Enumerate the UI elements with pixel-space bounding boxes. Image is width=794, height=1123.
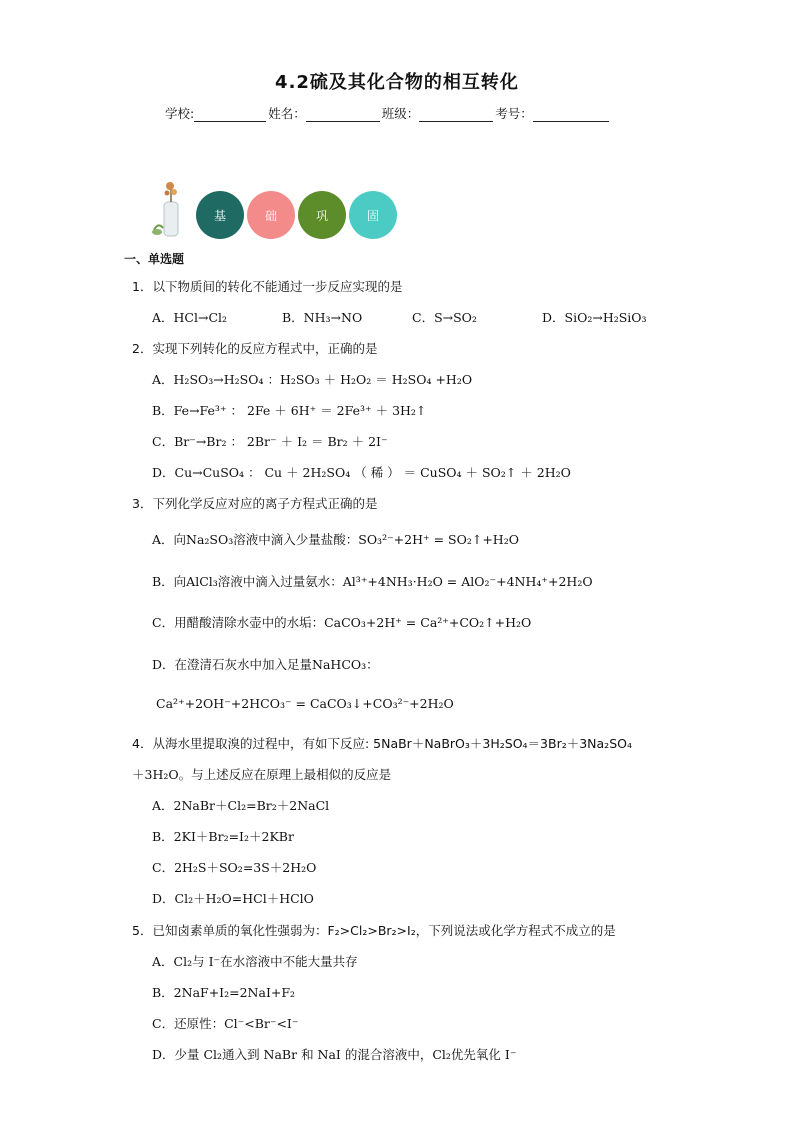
class-blank[interactable] <box>419 107 493 122</box>
q3-option-d[interactable]: D．在澄清石灰水中加入足量NaHCO₃： <box>152 657 379 672</box>
name-label: 姓名： <box>268 106 306 121</box>
badge-gu: 固 <box>349 191 397 239</box>
section-heading: 一、单选题 <box>124 252 185 266</box>
q5-option-d[interactable]: D．少量 Cl₂通入到 NaBr 和 NaI 的混合溶液中，Cl₂优先氧化 I⁻ <box>152 1047 517 1062</box>
question-2-stem: 2．实现下列转化的反应方程式中，正确的是 <box>132 341 378 356</box>
number-blank[interactable] <box>533 107 609 122</box>
q4-option-c[interactable]: C．2H₂S＋SO₂=3S＋2H₂O <box>152 860 317 875</box>
q4-option-b[interactable]: B．2KI＋Br₂=I₂＋2KBr <box>152 829 294 844</box>
q1-option-a[interactable]: A．HCl→Cl₂ <box>152 310 228 325</box>
q3-option-b[interactable]: B．向AlCl₃溶液中滴入过量氨水：Al³⁺+4NH₃·H₂O = AlO₂⁻+4NH₄⁺+2H₂O <box>152 574 593 589</box>
badge-chu: 础 <box>247 191 295 239</box>
page-title: 4.2硫及其化合物的相互转化 <box>275 72 519 93</box>
q5-option-b[interactable]: B．2NaF+I₂=2NaI+F₂ <box>152 985 296 1000</box>
number-label: 考号： <box>495 106 533 121</box>
student-info-row <box>165 104 635 122</box>
q3-option-d-equation: Ca²⁺+2OH⁻+2HCO₃⁻ = CaCO₃↓+CO₃²⁻+2H₂O <box>156 696 454 711</box>
question-4-stem-line1: 4．从海水里提取溴的过程中，有如下反应: 5NaBr＋NaBrO₃＋3H₂SO₄＝3Br₂＋3Na₂SO₄ <box>132 736 632 751</box>
q1-option-c[interactable]: C．S→SO₂ <box>412 310 477 325</box>
school-label: 学校: <box>165 106 195 121</box>
q2-option-b[interactable]: B．Fe→Fe³⁺ ： 2Fe ＋ 6H⁺ ＝ 2Fe³⁺ ＋ 3H₂↑ <box>152 403 427 418</box>
class-label: 班级： <box>381 106 420 121</box>
question-4-stem-line2: ＋3H₂O。与上述反应在原理上最相似的反应是 <box>132 767 392 782</box>
badge-ji: 基 <box>196 191 244 239</box>
school-blank[interactable] <box>194 107 266 122</box>
q3-option-c[interactable]: C．用醋酸清除水壶中的水垢：CaCO₃+2H⁺ = Ca²⁺+CO₂↑+H₂O <box>152 615 532 630</box>
foundation-badges <box>196 191 397 239</box>
q4-option-d[interactable]: D．Cl₂＋H₂O=HCl＋HClO <box>152 891 314 906</box>
question-3-stem: 3．下列化学反应对应的离子方程式正确的是 <box>132 496 378 511</box>
q2-option-d[interactable]: D．Cu→CuSO₄ ： Cu ＋ 2H₂SO₄ （ 稀 ） ＝ CuSO₄ ＋ SO₂↑ ＋ 2H₂O <box>152 465 571 480</box>
badge-gong: 巩 <box>298 191 346 239</box>
q2-option-c[interactable]: C．Br⁻→Br₂ ： 2Br⁻ ＋ I₂ ＝ Br₂ ＋ 2I⁻ <box>152 434 388 449</box>
q3-option-a[interactable]: A．向Na₂SO₃溶液中滴入少量盐酸：SO₃²⁻+2H⁺ = SO₂↑+H₂O <box>152 532 519 547</box>
q5-option-c[interactable]: C．还原性：Cl⁻<Br⁻<I⁻ <box>152 1016 299 1031</box>
plant-vase-icon <box>150 180 190 240</box>
q2-option-a[interactable]: A．H₂SO₃→H₂SO₄ ：H₂SO₃ ＋ H₂O₂ ＝ H₂SO₄ +H₂O <box>152 372 473 387</box>
question-5-stem: 5．已知卤素单质的氧化性强弱为：F₂>Cl₂>Br₂>I₂，下列说法或化学方程式不成立的是 <box>132 923 616 938</box>
q4-option-a[interactable]: A．2NaBr＋Cl₂=Br₂＋2NaCl <box>152 798 330 813</box>
q1-option-d[interactable]: D．SiO₂→H₂SiO₃ <box>542 310 647 325</box>
q5-option-a[interactable]: A．Cl₂与 I⁻在水溶液中不能大量共存 <box>152 954 358 969</box>
question-1-stem: 1．以下物质间的转化不能通过一步反应实现的是 <box>132 279 403 294</box>
q1-option-b[interactable]: B．NH₃→NO <box>282 310 363 325</box>
question-1-options <box>152 308 672 326</box>
name-blank[interactable] <box>306 107 380 122</box>
